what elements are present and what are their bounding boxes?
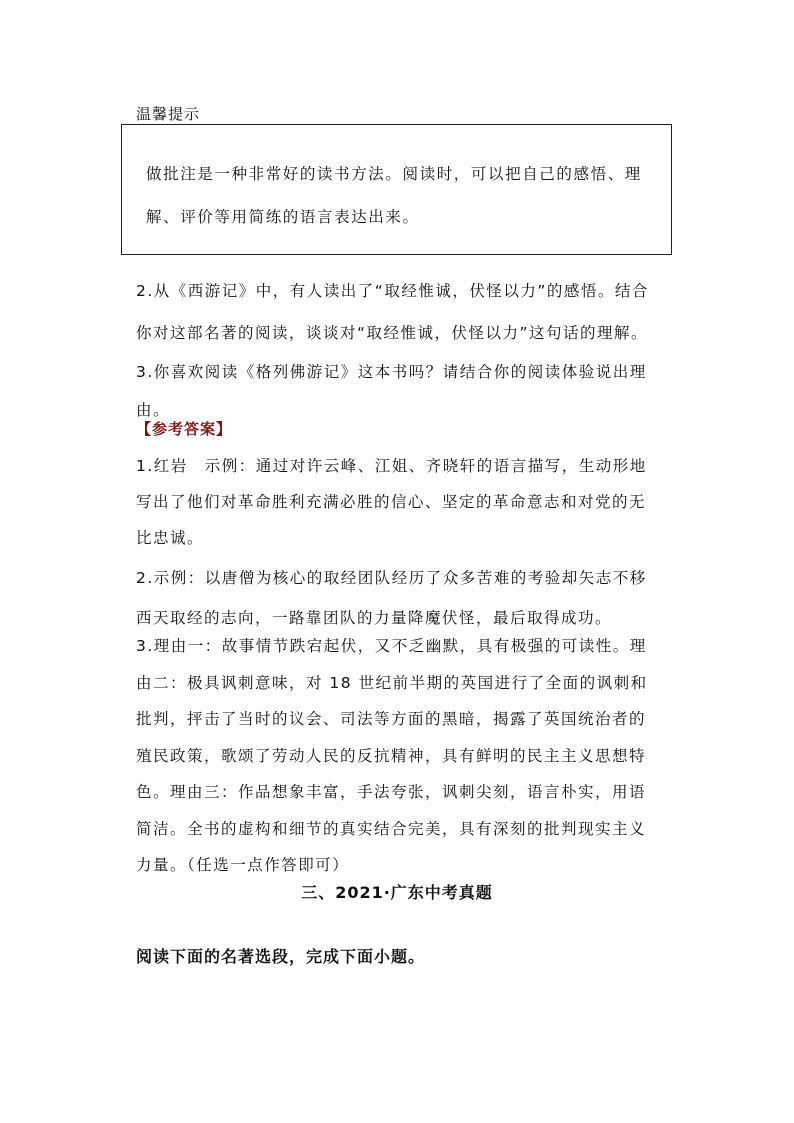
answer-1-line-2: 写出了他们对革命胜利充满必胜的信心、坚定的革命意志和对党的无 [136, 493, 647, 511]
question-2-line-1: 2.从《西游记》中，有人读出了“取经惟诚，伏怪以力”的感悟。结合 [136, 282, 649, 300]
answer-3-line-4: 殖民政策，歌颂了劳动人民的反抗精神，具有鲜明的民主主义思想特 [136, 746, 647, 765]
answer-1-line-3: 比忠诚。 [136, 529, 205, 547]
answer-2-line-2: 西天取经的志向，一路靠团队的力量降魔伏怪，最后取得成功。 [136, 609, 613, 627]
tip-line-2: 解、评价等用简练的语言表达出来。 [146, 208, 420, 226]
answer-3-line-2: 由二：极具讽刺意味，对 18 世纪前半期的英国进行了全面的讽刺和 [136, 673, 648, 692]
reading-instruction: 阅读下面的名著选段，完成下面小题。 [136, 947, 426, 966]
answer-3-line-1: 3.理由一：故事情节跌宕起伏，又不乏幽默，具有极强的可读性。理 [136, 637, 647, 655]
answer-1 [136, 448, 662, 556]
answer-3-line-3: 批判，抨击了当时的议会、司法等方面的黑暗，揭露了英国统治者的 [136, 710, 647, 728]
question-3-line-1: 3.你喜欢阅读《格列佛游记》这本书吗？请结合你的阅读体验说出理 [136, 363, 647, 381]
answer-3-line-6: 简洁。全书的虚构和细节的真实结合完美，具有深刻的批判现实主义 [136, 819, 647, 838]
answer-3-line-5: 色。理由三：作品想象丰富，手法夸张，讽刺尖刻，语言朴实，用语 [136, 783, 647, 801]
tip-title: 温馨提示 [136, 105, 201, 123]
tip-line-1: 做批注是一种非常好的读书方法。阅读时，可以把自己的感悟、理 [146, 165, 642, 183]
answer-2-line-1: 2.示例：以唐僧为核心的取经团队经历了众多苦难的考验却矢志不移 [136, 569, 647, 587]
answer-header: 【参考答案】 [136, 420, 233, 438]
answer-3 [136, 628, 662, 884]
question-2 [136, 270, 662, 354]
answer-2 [136, 558, 662, 638]
tip-box [121, 124, 672, 255]
answer-1-line-1: 1.红岩 示例：通过对许云峰、江姐、齐晓轩的语言描写，生动形地 [136, 457, 647, 475]
section-title: 三、2021·广东中考真题 [301, 883, 493, 902]
question-2-line-2: 你对这部名著的阅读，谈谈对“取经惟诚，伏怪以力”这句话的理解。 [136, 324, 649, 342]
question-3-line-2: 由。 [136, 401, 171, 419]
answer-3-line-7: 力量。（任选一点作答即可） [136, 856, 350, 874]
